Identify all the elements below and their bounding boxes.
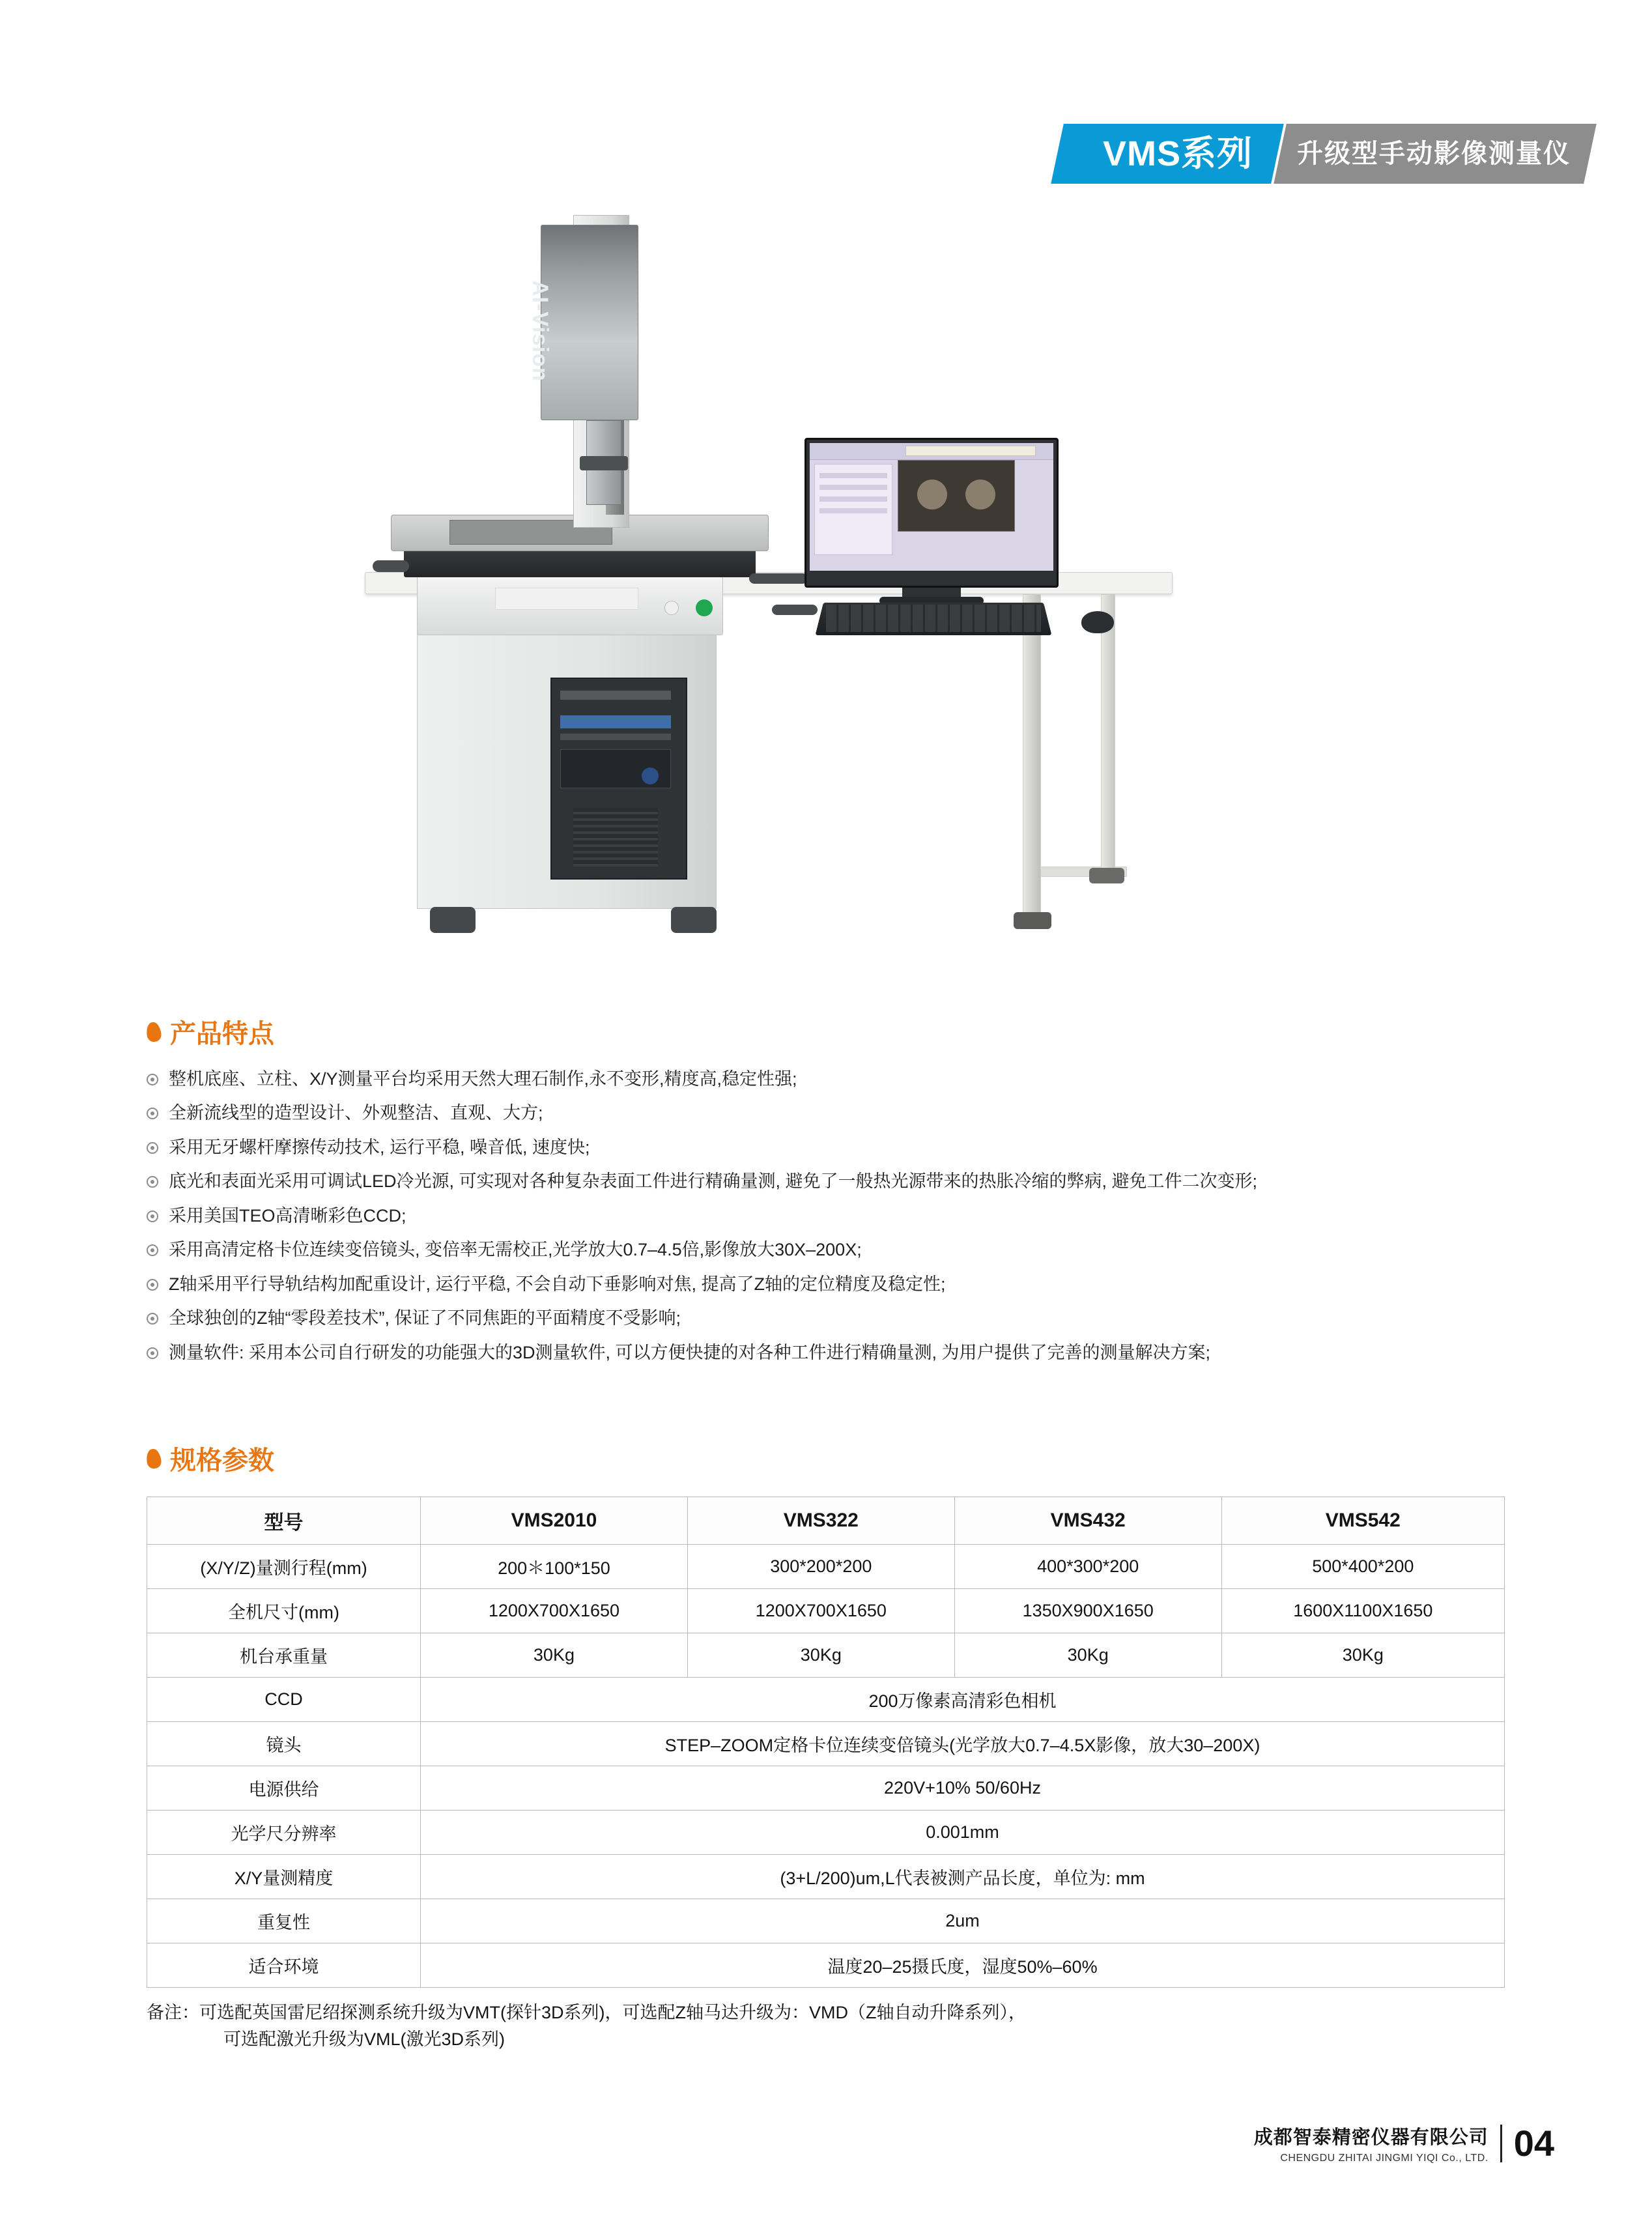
machine-foot-right	[671, 907, 717, 933]
desk-leg-back	[1101, 594, 1115, 874]
bullet-icon	[147, 1244, 158, 1256]
spec-note-line2: 可选配激光升级为VML(激光3D系列)	[223, 2029, 506, 2049]
machine-button-white	[664, 601, 679, 615]
desk-foot-back	[1089, 868, 1124, 883]
software-image-view	[898, 460, 1015, 532]
flame-icon	[145, 1448, 162, 1469]
header-subtitle-block	[1274, 124, 1597, 184]
bullet-icon	[147, 1347, 158, 1359]
row-label: CCD	[147, 1678, 421, 1722]
footer	[1254, 2122, 1554, 2164]
row-label: (X/Y/Z)量测行程(mm)	[147, 1545, 421, 1589]
table-row	[147, 1545, 1505, 1589]
list-item	[147, 1204, 1257, 1227]
footer-divider	[1500, 2125, 1502, 2162]
optical-head-housing	[541, 225, 638, 420]
table-row	[147, 1811, 1505, 1855]
table-row	[147, 1855, 1505, 1899]
bullet-icon	[147, 1211, 158, 1222]
feature-text: 全新流线型的造型设计、外观整洁、直观、大方;	[169, 1103, 543, 1123]
workpiece-hole-left	[917, 480, 947, 509]
feature-text: 采用无牙螺杆摩擦传动技术, 运行平稳, 噪音低, 速度快;	[169, 1137, 590, 1157]
header-brand-text: VMS系列	[1102, 134, 1253, 173]
desk-foot-front	[1014, 912, 1051, 929]
column-header: VMS542	[1221, 1497, 1504, 1545]
row-cell: 1200X700X1650	[687, 1589, 954, 1633]
desk-leg-front	[1023, 594, 1041, 920]
mouse	[1081, 611, 1114, 633]
keyboard-keys	[826, 605, 1041, 632]
row-label: 电源供给	[147, 1766, 421, 1811]
header-subtitle-text: 升级型手动影像测量仪	[1297, 139, 1571, 168]
head-brand-logo: AI-Vision	[528, 280, 552, 382]
row-cell: 500*400*200	[1221, 1545, 1504, 1589]
table-row	[147, 1899, 1505, 1943]
spec-heading-text: 规格参数	[170, 1446, 274, 1475]
table-header-row	[147, 1497, 1505, 1545]
feature-text: 采用高清定格卡位连续变倍镜头, 变倍率无需校正,光学放大0.7–4.5倍,影像放大30X–200X;	[169, 1240, 862, 1260]
features-heading	[147, 1013, 1257, 1050]
row-label: 机台承重量	[147, 1633, 421, 1678]
software-panel-row	[819, 485, 887, 490]
bullet-icon	[147, 1108, 158, 1119]
power-button-icon	[642, 767, 659, 784]
feature-text: 测量软件: 采用本公司自行研发的功能强大的3D测量软件, 可以方便快捷的对各种工件进行精确量测, 为用户提供了完善的测量解决方案;	[169, 1342, 1211, 1362]
spec-note	[147, 2000, 1505, 2052]
bullet-icon	[147, 1279, 158, 1291]
row-cell-merged: 200万像素高清彩色相机	[421, 1678, 1505, 1722]
list-item	[147, 1306, 1257, 1330]
stage-knob-right-lower	[772, 605, 818, 615]
software-panel-row	[819, 508, 887, 513]
row-cell: 1200X700X1650	[421, 1589, 688, 1633]
software-panel-row	[819, 473, 887, 478]
footer-company-cn: 成都智泰精密仪器有限公司	[1253, 2127, 1488, 2148]
table-row	[147, 1766, 1505, 1811]
tower-badge	[560, 691, 671, 700]
machine-button-green	[696, 599, 713, 616]
row-cell-merged: 温度20–25摄氏度，湿度50%–60%	[421, 1943, 1505, 1988]
row-label: 镜头	[147, 1722, 421, 1766]
row-label: 适合环境	[147, 1943, 421, 1988]
stage-knob-left	[373, 560, 409, 572]
tower-strip-blue	[560, 715, 671, 728]
feature-text: Z轴采用平行导轨结构加配重设计, 运行平稳, 不会自动下垂影响对焦, 提高了Z轴的定位精度及稳定性;	[169, 1274, 946, 1294]
row-label: X/Y量测精度	[147, 1855, 421, 1899]
stage-knob-right	[749, 573, 808, 584]
row-cell-merged: 220V+10% 50/60Hz	[421, 1766, 1505, 1811]
row-cell-merged: STEP–ZOOM定格卡位连续变倍镜头(光学放大0.7–4.5X影像，放大30–200X)	[421, 1722, 1505, 1766]
column-header: VMS432	[954, 1497, 1221, 1545]
software-progress-bar	[905, 446, 1036, 456]
measuring-stage-base	[404, 547, 756, 577]
column-header: VMS322	[687, 1497, 954, 1545]
software-panel-row	[819, 496, 887, 502]
list-item	[147, 1341, 1257, 1364]
row-cell-merged: 0.001mm	[421, 1811, 1505, 1855]
footer-company-en: CHENGDU ZHITAI JINGMI YIQI Co., LTD.	[1280, 2152, 1488, 2164]
table-row	[147, 1678, 1505, 1722]
tower-strip-grey	[560, 734, 671, 740]
spec-table	[147, 1497, 1505, 1988]
row-cell: 1350X900X1650	[954, 1589, 1221, 1633]
row-cell: 30Kg	[1221, 1633, 1504, 1678]
features-heading-text: 产品特点	[170, 1020, 274, 1048]
table-row	[147, 1943, 1505, 1988]
header-brand-block	[1051, 124, 1284, 184]
footer-company	[1254, 2123, 1488, 2164]
features-list	[147, 1067, 1257, 1364]
row-cell: 30Kg	[687, 1633, 954, 1678]
column-header: 型号	[147, 1497, 421, 1545]
header-banner	[1057, 124, 1590, 184]
bullet-icon	[147, 1142, 158, 1154]
bullet-icon	[147, 1176, 158, 1188]
bullet-icon	[147, 1074, 158, 1085]
row-cell: 200＊100*150	[421, 1545, 688, 1589]
feature-text: 采用美国TEO高清晰彩色CCD;	[169, 1205, 406, 1226]
monitor-stand	[902, 588, 961, 597]
list-item	[147, 1067, 1257, 1091]
list-item	[147, 1169, 1257, 1193]
list-item	[147, 1101, 1257, 1125]
column-header: VMS2010	[421, 1497, 688, 1545]
spec-table-head	[147, 1497, 1505, 1545]
spec-note-line1: 备注：可选配英国雷尼绍探测系统升级为VMT(探针3D系列)，可选配Z轴马达升级为：VMD（Z轴自动升降系列），	[147, 2003, 1026, 2022]
feature-text: 全球独创的Z轴“零段差技术”, 保证了不同焦距的平面精度不受影响;	[169, 1308, 681, 1328]
spec-section	[147, 1440, 1505, 2052]
machine-foot-left	[430, 907, 476, 933]
spec-heading	[147, 1440, 1505, 1477]
spec-table-wrap	[147, 1497, 1505, 2052]
bullet-icon	[147, 1313, 158, 1325]
workpiece-hole-right	[965, 480, 995, 509]
page-number: 04	[1513, 2123, 1554, 2164]
row-label: 全机尺寸(mm)	[147, 1589, 421, 1633]
list-item	[147, 1136, 1257, 1159]
row-cell: 30Kg	[421, 1633, 688, 1678]
list-item	[147, 1272, 1257, 1296]
features-section	[147, 1013, 1257, 1375]
flame-icon	[145, 1021, 162, 1042]
row-cell: 300*200*200	[687, 1545, 954, 1589]
row-label: 重复性	[147, 1899, 421, 1943]
table-row	[147, 1589, 1505, 1633]
tower-vent	[573, 808, 658, 867]
spec-table-body	[147, 1545, 1505, 1988]
row-cell: 1600X1100X1650	[1221, 1589, 1504, 1633]
table-row	[147, 1633, 1505, 1678]
list-item	[147, 1238, 1257, 1261]
row-cell: 30Kg	[954, 1633, 1221, 1678]
lens-ring	[580, 456, 628, 470]
row-label: 光学尺分辨率	[147, 1811, 421, 1855]
table-row	[147, 1722, 1505, 1766]
row-cell-merged: (3+L/200)um,L代表被测产品长度，单位为: mm	[421, 1855, 1505, 1899]
row-cell-merged: 2um	[421, 1899, 1505, 1943]
feature-text: 底光和表面光采用可调试LED冷光源, 可实现对各种复杂表面工件进行精确量测, 避免了一般热光源带来的热胀冷缩的弊病, 避免工件二次变形;	[169, 1171, 1258, 1192]
feature-text: 整机底座、立柱、X/Y测量平台均采用天然大理石制作,永不变形,精度高,稳定性强;	[169, 1069, 797, 1089]
machine-label-plate	[495, 588, 638, 610]
row-cell: 400*300*200	[954, 1545, 1221, 1589]
